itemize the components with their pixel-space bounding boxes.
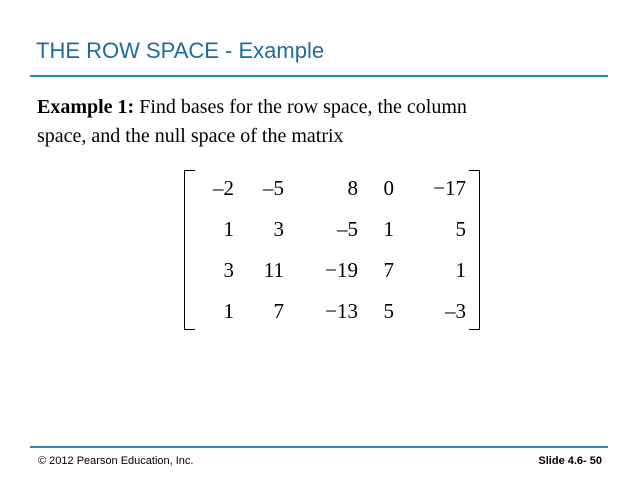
matrix-cell: −19 [325, 258, 358, 282]
example-text-line2: space, and the null space of the matrix [37, 125, 344, 147]
slide-title: THE ROW SPACE - Example [36, 38, 325, 63]
matrix-cell: 3 [273, 217, 284, 241]
matrix-cell: 7 [383, 258, 394, 282]
example-text-line1: Find bases for the row space, the column [134, 96, 467, 118]
matrix [184, 170, 480, 330]
matrix-cell: 1 [383, 217, 394, 241]
title-divider [30, 75, 608, 77]
matrix-cell: 8 [347, 176, 358, 200]
matrix-cell: −13 [325, 299, 358, 323]
matrix-cell: 5 [383, 299, 394, 323]
example-text [37, 93, 607, 151]
matrix-cell: 1 [455, 258, 466, 282]
matrix-cell: –5 [337, 217, 358, 241]
matrix-cell: 11 [263, 258, 284, 282]
matrix-cell: 5 [455, 217, 466, 241]
matrix-cell: –3 [445, 299, 466, 323]
slide-number: Slide 4.6- 50 [538, 455, 602, 467]
matrix-cell: 1 [223, 217, 234, 241]
matrix-cell: –2 [213, 176, 234, 200]
copyright-text: © 2012 Pearson Education, Inc. [38, 455, 194, 467]
matrix-cell: 7 [273, 299, 284, 323]
matrix-cell: 0 [383, 176, 394, 200]
matrix-cell: −17 [433, 176, 466, 200]
example-label: Example 1: [37, 96, 135, 118]
matrix-cell: 1 [223, 299, 234, 323]
matrix-cell: 3 [223, 258, 234, 282]
matrix-cell: –5 [263, 176, 284, 200]
matrix-right-bracket [469, 170, 480, 330]
footer-divider [30, 446, 608, 448]
